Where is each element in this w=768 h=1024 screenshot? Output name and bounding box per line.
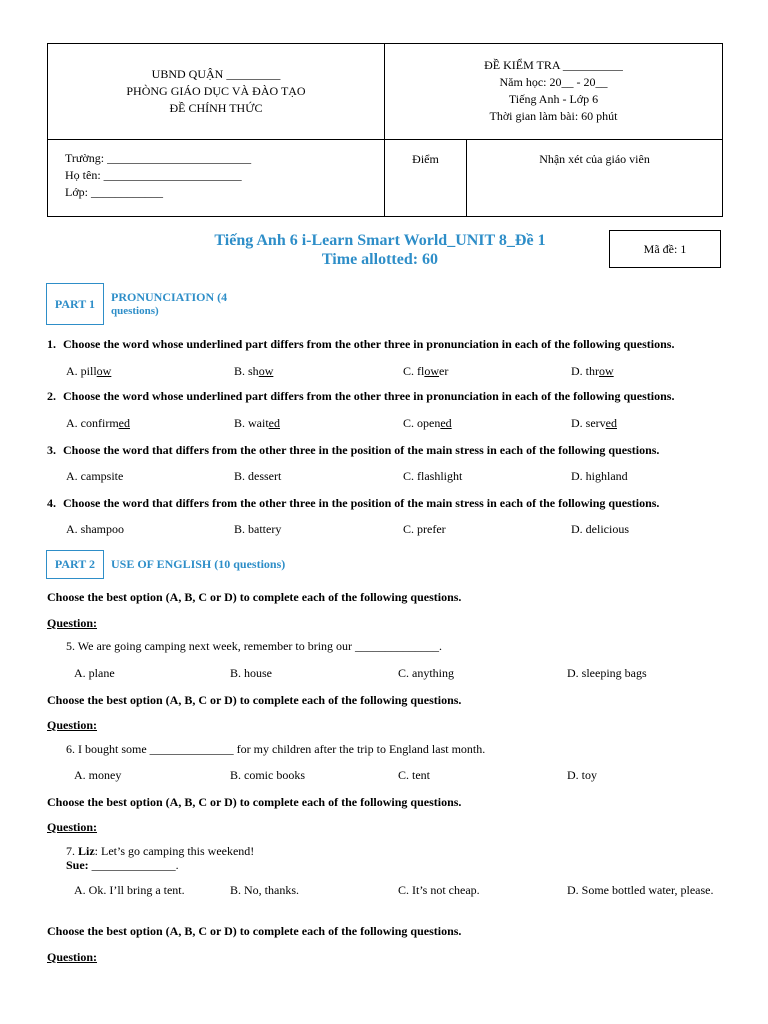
q7-line2-text: ______________. <box>88 858 179 872</box>
question-3-text: Choose the word that differs from the other three in the position of the main stress in each of the following questions. <box>63 443 660 457</box>
q6-option-c[interactable]: C. tent <box>398 768 430 782</box>
q6-option-b[interactable]: B. comic books <box>230 768 305 782</box>
q3-option-c[interactable]: C. flashlight <box>403 469 463 483</box>
q2-option-b[interactable] <box>234 416 280 431</box>
question-1-text: Choose the word whose underlined part differs from the other three in pronunciation in each of the following questions. <box>63 337 675 351</box>
q4-option-c[interactable]: C. prefer <box>403 522 446 536</box>
q2-d-underline: ed <box>605 416 617 430</box>
comment-cell <box>467 140 723 217</box>
question-2-text: Choose the word whose underlined part differs from the other three in pronunciation in each of the following questions. <box>63 389 675 403</box>
part2-title: USE OF ENGLISH (10 questions) <box>111 557 286 571</box>
question-1-number: 1. <box>47 337 56 351</box>
q7-option-c[interactable]: C. It’s not cheap. <box>398 883 480 897</box>
q7-question-label: Question: <box>47 820 98 834</box>
q3-option-d[interactable]: D. highland <box>571 469 628 483</box>
q7-number: 7. <box>66 844 78 858</box>
q6-stem: 6. I bought some ______________ for my children after the trip to England last month. <box>66 742 486 756</box>
department-line: PHÒNG GIÁO DỤC VÀ ĐÀO TẠO <box>126 84 306 98</box>
question-2-number: 2. <box>47 389 56 403</box>
q1-a-prefix: A. pill <box>66 364 97 378</box>
header-table <box>47 43 723 217</box>
q4-option-d[interactable]: D. delicious <box>571 522 629 536</box>
exam-title-line: ĐỀ KIỂM TRA __________ <box>484 58 623 72</box>
question-3-number: 3. <box>47 443 56 457</box>
official-line: ĐỀ CHÍNH THỨC <box>169 101 263 115</box>
q5-instruction: Choose the best option (A, B, C or D) to complete each of the following questions. <box>47 590 462 604</box>
score-cell <box>385 140 467 217</box>
student-info-cell <box>48 140 385 217</box>
q3-option-a[interactable]: A. campsite <box>66 469 124 483</box>
part1-title-line2: questions) <box>111 305 159 317</box>
q2-option-c[interactable] <box>403 416 452 431</box>
class-field: Lớp: ____________ <box>65 185 164 199</box>
part1-label: PART 1 <box>54 296 96 311</box>
q7-speaker1: Liz <box>78 844 95 858</box>
q7-instruction: Choose the best option (A, B, C or D) to complete each of the following questions. <box>47 795 462 809</box>
q7-option-d[interactable]: D. Some bottled water, please. <box>567 883 714 897</box>
school-field: Trường: ________________________ <box>65 151 252 165</box>
part2-label-box <box>46 550 104 579</box>
q2-d-prefix: D. serv <box>571 416 606 430</box>
q5-option-d[interactable]: D. sleeping bags <box>567 666 647 680</box>
q2-a-underline: ed <box>118 416 130 430</box>
q7-stem <box>66 844 254 872</box>
comment-label: Nhận xét của giáo viên <box>539 152 650 166</box>
exam-title <box>150 231 610 269</box>
q2-option-a[interactable] <box>66 416 130 431</box>
exam-code-box <box>609 230 721 268</box>
q6-option-d[interactable]: D. toy <box>567 768 597 782</box>
q2-option-d[interactable] <box>571 416 617 431</box>
q1-option-b[interactable] <box>234 364 273 379</box>
part1-title <box>111 290 227 318</box>
q2-c-underline: ed <box>440 416 452 430</box>
duration-line: Thời gian làm bài: 60 phút <box>489 109 618 123</box>
question-2-instruction <box>47 389 674 404</box>
exam-title-line2: Time allotted: 60 <box>321 251 439 268</box>
q1-c-suffix: er <box>439 364 449 378</box>
part1-title-line1: PRONUNCIATION (4 <box>111 290 228 304</box>
q5-option-a[interactable]: A. plane <box>74 666 115 680</box>
subject-line: Tiếng Anh - Lớp 6 <box>508 92 599 106</box>
q1-a-underline: ow <box>96 364 112 378</box>
q6-option-a[interactable]: A. money <box>74 768 122 782</box>
q7-option-a[interactable]: A. Ok. I’ll bring a tent. <box>74 883 185 897</box>
q6-question-label: Question: <box>47 718 98 732</box>
q1-option-d[interactable] <box>571 364 614 379</box>
q5-option-c[interactable]: C. anything <box>398 666 454 680</box>
q7-speaker2: Sue: <box>66 858 89 872</box>
q1-b-prefix: B. sh <box>234 364 259 378</box>
q2-b-underline: ed <box>268 416 280 430</box>
q7-line1-text: : Let’s go camping this weekend! <box>94 844 255 858</box>
q1-d-underline: ow <box>599 364 614 378</box>
exam-code: Mã đề: 1 <box>643 241 687 256</box>
q1-c-underline: ow <box>424 364 440 378</box>
exam-info-cell <box>385 44 723 140</box>
question-1-instruction <box>47 337 674 352</box>
q2-a-prefix: A. confirm <box>66 416 119 430</box>
q1-c-prefix: C. fl <box>403 364 425 378</box>
q5-stem: 5. We are going camping next week, remember to bring our ______________. <box>66 639 443 653</box>
q3-option-b[interactable]: B. dessert <box>234 469 282 483</box>
q7-line1 <box>66 844 254 858</box>
q5-option-b[interactable]: B. house <box>230 666 272 680</box>
q6-instruction: Choose the best option (A, B, C or D) to complete each of the following questions. <box>47 693 462 707</box>
exam-title-line1: Tiếng Anh 6 i-Learn Smart World_UNIT 8_Đề 1 <box>214 232 546 249</box>
school-year-line: Năm học: 20__ - 20__ <box>499 75 608 89</box>
q2-c-prefix: C. open <box>403 416 441 430</box>
score-label: Điểm <box>412 152 439 166</box>
q1-option-a[interactable] <box>66 364 111 379</box>
q5-question-label: Question: <box>47 616 98 630</box>
q7-option-b[interactable]: B. No, thanks. <box>230 883 299 897</box>
question-4-number: 4. <box>47 496 56 510</box>
q8-question-label: Question: <box>47 950 98 964</box>
question-4-text: Choose the word that differs from the other three in the position of the main stress in each of the following questions. <box>63 496 660 510</box>
district-line: UBND QUẬN _________ <box>151 67 281 81</box>
q4-option-b[interactable]: B. battery <box>234 522 282 536</box>
q1-b-underline: ow <box>258 364 274 378</box>
q1-option-c[interactable] <box>403 364 448 379</box>
q2-b-prefix: B. wait <box>234 416 269 430</box>
part1-label-box <box>46 283 104 325</box>
question-4-instruction <box>47 496 659 511</box>
q7-line2 <box>66 858 254 872</box>
question-3-instruction <box>47 443 659 458</box>
q1-d-prefix: D. thr <box>571 364 599 378</box>
q8-instruction: Choose the best option (A, B, C or D) to complete each of the following questions. <box>47 924 462 938</box>
name-field: Họ tên: _______________________ <box>65 168 242 182</box>
office-info-cell <box>48 44 385 140</box>
q4-option-a[interactable]: A. shampoo <box>66 522 124 536</box>
part2-label: PART 2 <box>54 557 96 571</box>
